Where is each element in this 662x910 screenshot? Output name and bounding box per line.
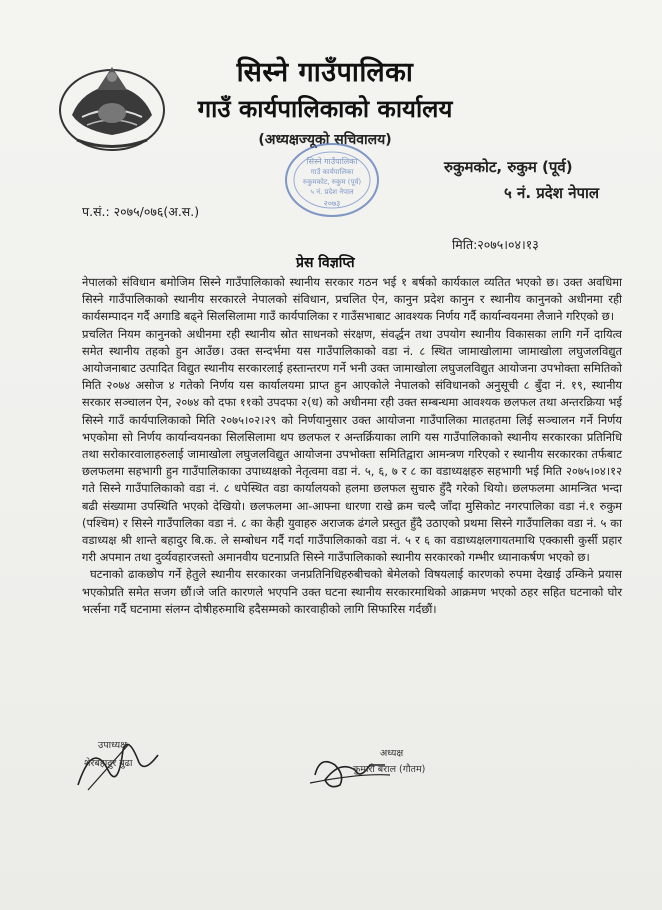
paragraph-3: घटनाको ढाकछोप गर्ने हेतुले स्थानीय सरकारका जनप्रतिनिधिहरुबीचको बेमेलको विषयलाई कारणको रुपमा देखाई उम्किने प्रयास भएकोप्रति समेत सजग छौं।जे जति कारणले भएपनि उक्त घटना स्थानीय सरकारमाथिको आक्रमण भएको ठहर सहित घटनाको घोर भर्त्सना गर्दै घटनामा संलग्न दोषीहरुमाथि हदैसम्मको कारवाहीको लागि सिफारिस गर्दछौं।	[82, 567, 622, 616]
secretariat-subtitle: (अध्यक्षज्यूको सचिवालय)	[258, 132, 392, 148]
municipality-title: सिस्ने गाउँपालिका	[236, 57, 414, 88]
svg-text:रुकुमकोट, रुकुम (पूर्व): रुकुमकोट, रुकुम (पूर्व)	[302, 178, 362, 186]
nepal-emblem-icon	[52, 55, 172, 155]
svg-text:२०७३: २०७३	[323, 199, 341, 208]
paragraph-2: प्रचलित नियम कानुनको अधीनमा रही स्थानीय स्रोत साधनको संरक्षण, संवर्द्धन तथा उपयोग स्थानीय विकासका लागि गर्ने दायित्व समेत स्थानीय तहको हुन आउँछ। उक्त सन्दर्भमा यस गाउँपालिकाको वडा नं. ८ स्थित जामाखोलामा जामाखोला लघुजलविद्युत आयोजनाबाट उत्पादित विद्युत स्थानीय सरकारलाई हस्तान्तरण गर्ने भनी उक्त जामाखोला लघुजलविद्युत आयोजना उपभोक्ता समितिको मिति २०७४ असोज ४ गतेको निर्णय यस कार्यालयमा प्राप्त हुन आएकोले नेपालको संविधानको अनुसूची ८ बुँदा नं. १९, स्थानीय सरकार सञ्चालन ऐन, २०७४ को दफा ११को उपदफा २(ध) को अधीनमा रही उक्त सम्बन्धमा आवश्यक छलफल तथा अन्तरक्रिया भई सिस्ने गाउँ कार्यपालिकाको मिति २०७५।०२।२९ को निर्णयानुसार उक्त आयोजना गाउँपालिका मातहतमा लिई सञ्चालन गर्ने निर्णय भएकोमा सो निर्णय कार्यान्वयनका सिलसिलामा थप छलफल र अन्तर्क्रियाका लागि यस गाउँपालिकाको स्थानीय सरकारका प्रतिनिधि तथा सरोकारवालाहरुलाई जामाखोला लघुजलविद्युत आयोजना उपभोक्ता समितिद्वारा आमन्त्रण गरिएको र स्थानीय सरकारका तर्फबाट छलफलमा सहभागी हुन गाउँपालिकाका उपाध्यक्षको नेतृत्वमा वडा नं. ५, ६, ७ र ८ का वडाध्यक्षहरु सहभागी भई मिति २०७५।०४।१२ गते सिस्ने गाउँपालिकाको वडा नं. ८ धपेस्थित वडा कार्यालयको हलमा छलफल सुचारु हुँदै गरेको थियो। छलफलमा आमन्त्रित भन्दा बढी संख्यामा उपस्थिति भएको देखियो। छलफलमा आ-आफ्ना धारणा राखे क्रम चल्दै जाँदा मुसिकोट नगरपालिका वडा नं.१ रुकुम (पश्चिम) र सिस्ने गाउँपालिका वडा नं. ८ का केही युवाहरु अराजक ढंगले प्रस्तुत हुँदै उठाएको प्रथमा सिस्ने गाउँपालिका वडा नं. ५ का वडाध्यक्ष श्री शान्ते बहादुर बि.क. ले सम्बोधन गर्दै गर्दा गाउँपालिकाको वडा नं. ५ र ६ का वडाध्यक्षलगायतमाथि एक्कासी कुर्सी प्रहार गरी अपमान तथा दुर्व्यवहारजस्तो अमानवीय घटनाप्रति सिस्ने गाउँपालिकाको स्थानीय सरकारको गम्भीर ध्यानाकर्षण भएको छ।	[82, 326, 622, 565]
chair-name: कुमारी बराल (गौतम)	[353, 764, 426, 775]
vice-chair-name: शेरबहादुर बुढा	[84, 758, 133, 769]
press-release-heading: प्रेस विज्ञप्ति	[296, 255, 355, 271]
paragraph-1: नेपालको संविधान बमोजिम सिस्ने गाउँपालिकाको स्थानीय सरकार गठन भई १ बर्षको कार्यकाल व्यतित भएको छ। उक्त अवधिमा सिस्ने गाउँपालिकाको स्थानीय सरकारले नेपालको संविधान, प्रचलित ऐन, कानुन प्रदेश कानुन र स्थानीय कानुनको अधीनमा रही कार्यसम्पादन गर्दै अगाडि बढ्ने सिलसिलामा गाउँ कार्यपालिका र गाउँसभाबाट आवश्यक निर्णय गर्दै कार्यान्वयनमा लैजाने गरिएको छ।	[82, 275, 622, 324]
address-line-1: रुकुमकोट, रुकुम (पूर्व)	[444, 158, 573, 176]
svg-text:सिस्ने गाउँपालिका: सिस्ने गाउँपालिका	[306, 157, 358, 166]
address-line-2: ५ नं. प्रदेश नेपाल	[504, 184, 600, 202]
document-body	[82, 274, 622, 618]
svg-text:५ नं. प्रदेश नेपाल: ५ नं. प्रदेश नेपाल	[310, 188, 354, 196]
chair-title: अध्यक्ष	[380, 748, 404, 759]
vice-chair-title: उपाध्यक्ष	[98, 740, 127, 751]
reference-number: प.सं.: २०७५/०७६(अ.स.)	[82, 204, 200, 219]
official-stamp	[282, 140, 382, 220]
office-title: गाउँ कार्यपालिकाको कार्यालय	[197, 95, 453, 123]
svg-text:गाउँ कार्यपालिका: गाउँ कार्यपालिका	[310, 168, 354, 176]
document-date: मिति:२०७५।०४।१३	[452, 237, 539, 252]
